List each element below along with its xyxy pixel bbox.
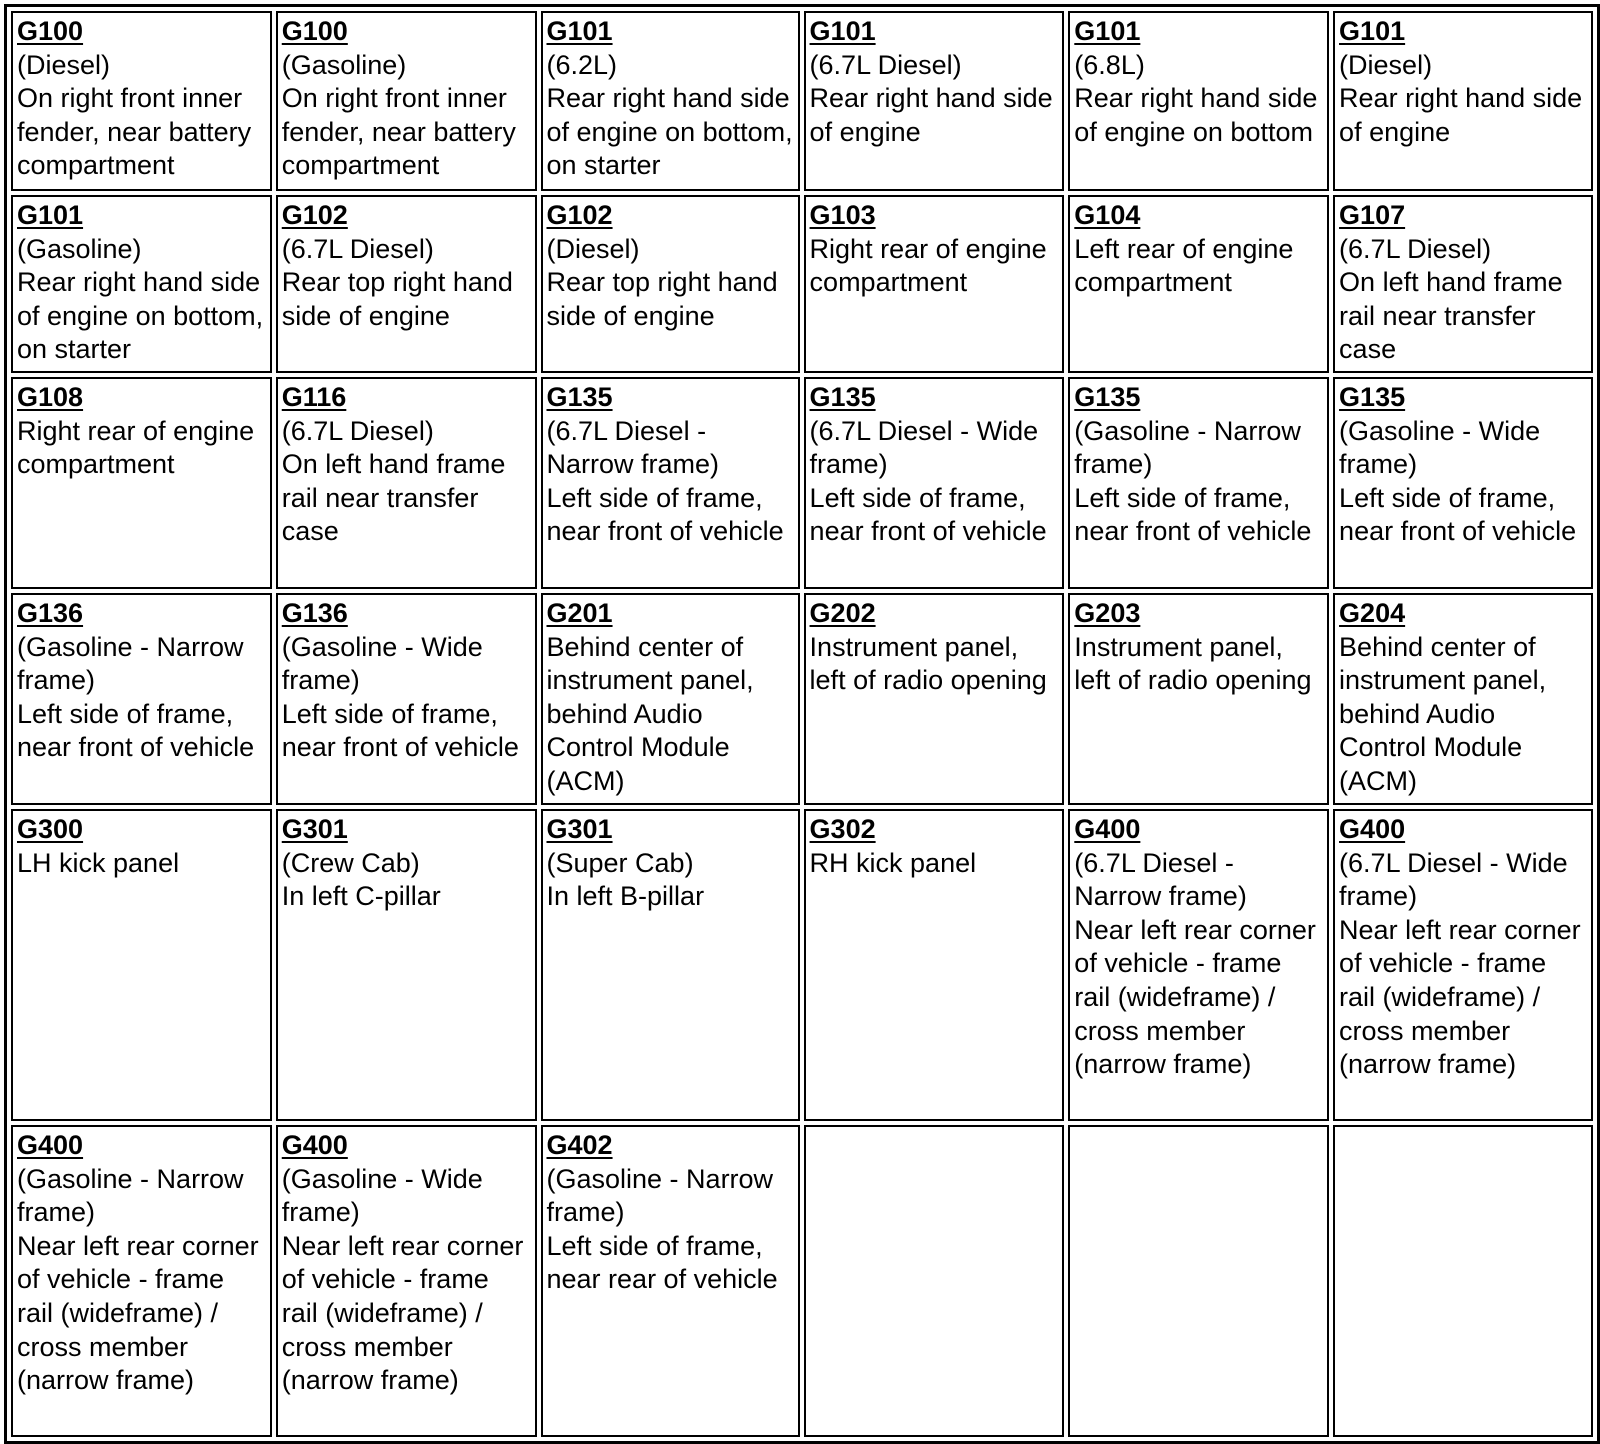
ground-location-cell (541, 377, 800, 589)
ground-location-cell (11, 11, 272, 191)
ground-location-cell (276, 11, 537, 191)
ground-location-cell (1068, 195, 1329, 373)
ground-code: G301 (281, 814, 348, 844)
ground-code: G300 (17, 814, 84, 844)
ground-qualifier: (Gasoline - Narrow frame) (17, 631, 244, 696)
ground-code: G102 (281, 200, 348, 230)
ground-location-text: Behind center of instrument panel, behind Audio Control Module (ACM) (546, 631, 754, 796)
empty-cell (1068, 1125, 1329, 1437)
ground-qualifier: (6.8L) (1074, 49, 1145, 80)
table-row (11, 809, 1593, 1121)
ground-code: G400 (17, 1130, 84, 1160)
ground-code: G103 (809, 200, 876, 230)
ground-location-cell (11, 593, 272, 805)
ground-code: G100 (281, 16, 348, 46)
ground-code: G201 (546, 598, 613, 628)
ground-location-text: Rear right hand side of engine on bottom, on starter (17, 267, 264, 365)
ground-code: G202 (809, 598, 876, 628)
ground-code: G301 (546, 814, 613, 844)
ground-location-text: RH kick panel (809, 847, 977, 878)
ground-code: G101 (546, 16, 613, 46)
ground-qualifier: (Gasoline - Wide frame) (281, 631, 483, 696)
ground-code: G136 (17, 598, 84, 628)
table-row (11, 1125, 1593, 1437)
ground-location-cell (1333, 11, 1593, 191)
ground-location-text: Near left rear corner of vehicle - frame rail (wideframe) / cross member (narrow frame) (17, 1230, 259, 1396)
ground-code: G400 (281, 1130, 348, 1160)
ground-location-text: Rear right hand side of engine (809, 83, 1053, 147)
ground-code: G204 (1339, 598, 1406, 628)
table-row (11, 195, 1593, 373)
ground-qualifier: (6.7L Diesel - Narrow frame) (546, 415, 720, 480)
ground-location-text: Rear top right hand side of engine (546, 267, 778, 331)
ground-code: G402 (546, 1130, 613, 1160)
ground-qualifier: (6.7L Diesel) (281, 233, 434, 264)
ground-qualifier: (Gasoline - Narrow frame) (17, 1163, 244, 1228)
ground-location-text: On left hand frame rail near transfer case (281, 449, 506, 547)
ground-location-cell (11, 195, 272, 373)
ground-location-text: Instrument panel, left of radio opening (1074, 631, 1312, 696)
ground-location-text: Rear right hand side of engine on bottom, on starter (546, 83, 793, 181)
ground-location-text: Near left rear corner of vehicle - frame rail (wideframe) / cross member (narrow frame) (1074, 914, 1316, 1080)
ground-location-cell (11, 809, 272, 1121)
ground-location-cell (276, 195, 537, 373)
ground-code: G135 (1074, 382, 1141, 412)
ground-location-cell (11, 377, 272, 589)
ground-code: G101 (1339, 16, 1406, 46)
ground-qualifier: (6.2L) (546, 49, 618, 80)
ground-location-cell (541, 1125, 800, 1437)
ground-location-cell (276, 1125, 537, 1437)
ground-code: G102 (546, 200, 613, 230)
ground-code: G104 (1074, 200, 1141, 230)
ground-location-cell (1333, 195, 1593, 373)
ground-location-text: Rear right hand side of engine on bottom (1074, 83, 1318, 147)
ground-location-text: Left side of frame, near front of vehicle (809, 482, 1047, 547)
ground-code: G302 (809, 814, 876, 844)
ground-location-cell (541, 593, 800, 805)
ground-location-text: Left side of frame, near front of vehicle (281, 698, 519, 763)
ground-location-cell (804, 809, 1065, 1121)
ground-qualifier: (Gasoline - Wide frame) (281, 1163, 483, 1228)
ground-qualifier: (6.7L Diesel) (281, 415, 434, 446)
ground-qualifier: (6.7L Diesel - Wide frame) (809, 415, 1039, 480)
ground-qualifier: (Diesel) (546, 233, 640, 264)
ground-location-cell (541, 809, 800, 1121)
ground-location-cell (804, 195, 1065, 373)
ground-location-text: Instrument panel, left of radio opening (809, 631, 1047, 696)
empty-cell (1333, 1125, 1593, 1437)
ground-qualifier: (Super Cab) (546, 847, 694, 878)
ground-location-cell (804, 593, 1065, 805)
ground-location-text: Left rear of engine compartment (1074, 233, 1294, 298)
table-row (11, 593, 1593, 805)
ground-location-cell (276, 377, 537, 589)
ground-code: G135 (1339, 382, 1406, 412)
ground-location-text: On right front inner fender, near battery compartment (17, 83, 252, 181)
ground-location-text: Rear right hand side of engine (1339, 83, 1583, 147)
ground-location-cell (276, 809, 537, 1121)
ground-location-text: Left side of frame, near front of vehicle (1339, 482, 1577, 547)
ground-code: G400 (1339, 814, 1406, 844)
ground-qualifier: (Crew Cab) (281, 847, 420, 878)
ground-location-cell (1068, 377, 1329, 589)
ground-code: G101 (17, 200, 84, 230)
ground-qualifier: (Gasoline) (281, 49, 407, 80)
ground-location-cell (804, 11, 1065, 191)
table-row (11, 377, 1593, 589)
ground-location-cell (804, 377, 1065, 589)
ground-qualifier: (Gasoline - Narrow frame) (546, 1163, 774, 1228)
ground-qualifier: (Gasoline - Wide frame) (1339, 415, 1541, 480)
ground-location-cell (276, 593, 537, 805)
ground-location-cell (541, 195, 800, 373)
ground-location-text: Right rear of engine compartment (809, 233, 1047, 298)
ground-location-text: In left C-pillar (281, 881, 441, 912)
ground-code: G135 (809, 382, 876, 412)
ground-location-text: Left side of frame, near front of vehicle (1074, 482, 1312, 547)
ground-qualifier: (Gasoline) (17, 233, 142, 264)
ground-qualifier: (Diesel) (17, 49, 111, 80)
ground-code: G108 (17, 382, 84, 412)
ground-location-cell (11, 1125, 272, 1437)
ground-qualifier: (Gasoline - Narrow frame) (1074, 415, 1301, 480)
ground-location-text: Right rear of engine compartment (17, 415, 255, 480)
ground-location-text: In left B-pillar (546, 881, 705, 912)
ground-location-cell (1333, 593, 1593, 805)
ground-location-text: Rear top right hand side of engine (281, 267, 513, 331)
ground-qualifier: (6.7L Diesel) (1339, 233, 1492, 264)
ground-qualifier: (6.7L Diesel) (809, 49, 962, 80)
ground-location-text: Left side of frame, near rear of vehicle (546, 1230, 778, 1295)
ground-code: G135 (546, 382, 613, 412)
ground-code: G136 (281, 598, 348, 628)
ground-location-text: On left hand frame rail near transfer case (1339, 267, 1563, 365)
ground-code: G101 (809, 16, 876, 46)
ground-qualifier: (Diesel) (1339, 49, 1433, 80)
ground-code: G400 (1074, 814, 1141, 844)
ground-code: G101 (1074, 16, 1141, 46)
ground-code: G107 (1339, 200, 1406, 230)
empty-cell (804, 1125, 1065, 1437)
ground-locations-body (11, 11, 1593, 1437)
ground-code: G100 (17, 16, 84, 46)
ground-location-text: On right front inner fender, near battery compartment (281, 83, 516, 181)
ground-locations-table (4, 4, 1600, 1444)
ground-location-text: Left side of frame, near front of vehicle (546, 482, 784, 547)
table-row (11, 11, 1593, 191)
ground-location-text: LH kick panel (17, 847, 180, 878)
ground-location-cell (541, 11, 800, 191)
ground-code: G203 (1074, 598, 1141, 628)
ground-location-cell (1068, 11, 1329, 191)
ground-qualifier: (6.7L Diesel - Narrow frame) (1074, 847, 1247, 912)
ground-code: G116 (281, 382, 347, 412)
ground-location-cell (1068, 809, 1329, 1121)
ground-location-cell (1333, 377, 1593, 589)
ground-location-text: Left side of frame, near front of vehicle (17, 698, 255, 763)
ground-qualifier: (6.7L Diesel - Wide frame) (1339, 847, 1568, 912)
ground-location-cell (1068, 593, 1329, 805)
ground-location-text: Behind center of instrument panel, behind Audio Control Module (ACM) (1339, 631, 1547, 796)
ground-location-text: Near left rear corner of vehicle - frame rail (wideframe) / cross member (narrow frame) (1339, 914, 1581, 1080)
ground-location-cell (1333, 809, 1593, 1121)
ground-location-text: Near left rear corner of vehicle - frame rail (wideframe) / cross member (narrow frame) (281, 1230, 524, 1396)
